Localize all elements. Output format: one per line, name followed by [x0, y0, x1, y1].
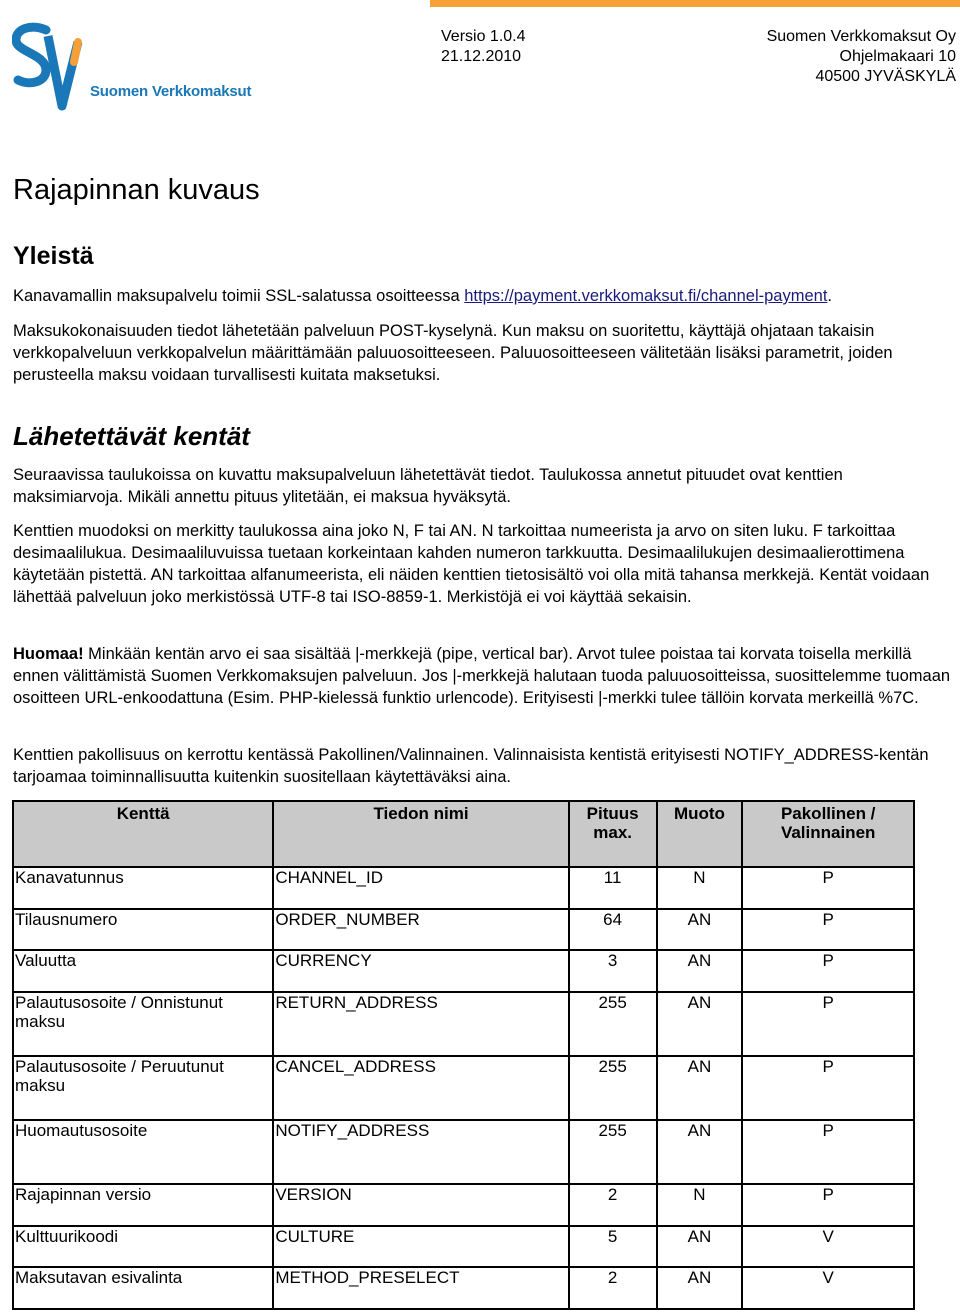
cell-max-length: 255: [569, 1056, 657, 1120]
cell-format: AN: [657, 950, 743, 992]
cell-format: N: [657, 1184, 743, 1226]
cell-format: AN: [657, 992, 743, 1056]
logo-wordmark: Suomen Verkkomaksut: [90, 83, 252, 100]
table-row: [13, 867, 914, 909]
general-paragraph-2: Maksukokonaisuuden tiedot lähetetään palveluun POST-kyselynä. Kun maksu on suoritettu, käyttäjä ohjataan takaisin verkkopalveluun verkkopalvelun määrittämään paluuosoitteeseen. Paluuosoitteeseen välitetään lisäksi parametrit, joiden perusteella maksu voidaan turvallisesti kuitata maksetuksi.: [13, 322, 893, 384]
cell-field: Palautusosoite / Onnistunut maksu: [13, 992, 273, 1056]
cell-field: Maksutavan esivalinta: [13, 1267, 273, 1309]
cell-max-length: 11: [569, 867, 657, 909]
fields-paragraph-4: Kenttien pakollisuus on kerrottu kentässä Pakollinen/Valinnainen. Valinnaisista kentistä erityisesti NOTIFY_ADDRESS-kentän tarjoamaa toiminnallisuutta kuitenkin suositellaan käytettäväksi aina.: [13, 746, 929, 786]
cell-required: P: [742, 909, 914, 950]
cell-field: Kanavatunnus: [13, 867, 273, 909]
table-row: [13, 1184, 914, 1226]
general-p1-end: .: [827, 287, 832, 305]
table-row: [13, 1267, 914, 1309]
cell-max-length: 3: [569, 950, 657, 992]
cell-field: Huomautusosoite: [13, 1120, 273, 1184]
orange-header-bar: [430, 0, 960, 7]
cell-data-name: VERSION: [273, 1184, 568, 1226]
cell-required: V: [742, 1267, 914, 1309]
company-street: Ohjelmakaari 10: [839, 48, 956, 65]
cell-max-length: 64: [569, 909, 657, 950]
warning-label: Huomaa!: [13, 645, 84, 663]
fields-paragraph-1: Seuraavissa taulukoissa on kuvattu maksupalveluun lähetettävät tiedot. Taulukossa annetut pituudet ovat kenttien maksimiarvoja. Mikäli annettu pituus ylitetään, ei maksua hyväksytä.: [13, 466, 843, 506]
fields-table: [12, 800, 915, 1310]
cell-max-length: 255: [569, 992, 657, 1056]
cell-max-length: 2: [569, 1184, 657, 1226]
fields-paragraph-2: Kenttien muodoksi on merkitty taulukossa aina joko N, F tai AN. N tarkoittaa numeerista ja arvo on siten luku. F tarkoittaa desimaalilukua. Desimaaliluvuissa tuetaan korkeintaan kahden numeron tarkkuutta. Desimaalilukujen desimaalierottimena käytetään pistettä. AN tarkoittaa alfanumeerista, eli näiden kenttien tietosisältö voi olla mitä tahansa merkkejä. Kentät voidaan lähettää palveluun joko merkistössä UTF-8 tai ISO-8859-1. Merkistöjä ei voi käyttää sekaisin.: [13, 522, 930, 606]
cell-data-name: METHOD_PRESELECT: [273, 1267, 568, 1309]
version-number: Versio 1.0.4: [441, 28, 526, 45]
cell-format: N: [657, 867, 743, 909]
cell-required: P: [742, 1120, 914, 1184]
table-row: [13, 1120, 914, 1184]
cell-format: AN: [657, 1226, 743, 1267]
cell-format: AN: [657, 1120, 743, 1184]
cell-data-name: CHANNEL_ID: [273, 867, 568, 909]
cell-max-length: 5: [569, 1226, 657, 1267]
column-header-max-length: Pituus max.: [569, 801, 657, 867]
cell-data-name: CURRENCY: [273, 950, 568, 992]
general-paragraph-1: [13, 285, 953, 307]
table-row: [13, 909, 914, 950]
section-heading-general: Yleistä: [13, 242, 94, 270]
cell-format: AN: [657, 909, 743, 950]
cell-field: Kulttuurikoodi: [13, 1226, 273, 1267]
table-row: [13, 1056, 914, 1120]
cell-data-name: NOTIFY_ADDRESS: [273, 1120, 568, 1184]
cell-format: AN: [657, 1267, 743, 1309]
cell-data-name: RETURN_ADDRESS: [273, 992, 568, 1056]
cell-field: Palautusosoite / Peruutunut maksu: [13, 1056, 273, 1120]
general-p1-text: Kanavamallin maksupalvelu toimii SSL-salatussa osoitteessa: [13, 287, 465, 305]
cell-required: P: [742, 1056, 914, 1120]
table-row: [13, 1226, 914, 1267]
column-header-format: Muoto: [657, 801, 743, 867]
company-name: Suomen Verkkomaksut Oy: [766, 28, 956, 45]
column-header-field: Kenttä: [13, 801, 273, 867]
cell-required: P: [742, 1184, 914, 1226]
cell-required: P: [742, 992, 914, 1056]
cell-required: P: [742, 950, 914, 992]
cell-format: AN: [657, 1056, 743, 1120]
sv-logo-icon: [12, 22, 102, 114]
version-date: 21.12.2010: [441, 48, 522, 65]
company-city: 40500 JYVÄSKYLÄ: [815, 68, 956, 85]
cell-max-length: 2: [569, 1267, 657, 1309]
page-title: Rajapinnan kuvaus: [13, 174, 260, 206]
cell-field: Valuutta: [13, 950, 273, 992]
cell-data-name: CANCEL_ADDRESS: [273, 1056, 568, 1120]
cell-required: P: [742, 867, 914, 909]
cell-required: V: [742, 1226, 914, 1267]
cell-max-length: 255: [569, 1120, 657, 1184]
warning-paragraph: [13, 643, 953, 709]
cell-data-name: ORDER_NUMBER: [273, 909, 568, 950]
cell-field: Rajapinnan versio: [13, 1184, 273, 1226]
warning-text: Minkään kentän arvo ei saa sisältää |-merkkejä (pipe, vertical bar). Arvot tulee poistaa tai korvata toisella merkillä ennen välittämistä Suomen Verkkomaksujen palveluun. Jos |-merkkejä halutaan tuoda paluuosoitteissa, suosittelemme tuomaan osoitteen URL-enkoodattuna (Esim. PHP-kielessä funktio urlencode). Erityisesti |-merkki tulee tällöin korvata merkeillä %7C.: [13, 645, 951, 707]
section-heading-fields: Lähetettävät kentät: [13, 421, 250, 451]
column-header-required-optional: Pakollinen / Valinnainen: [742, 801, 914, 867]
cell-field: Tilausnumero: [13, 909, 273, 950]
cell-data-name: CULTURE: [273, 1226, 568, 1267]
table-header-row: [13, 801, 914, 867]
column-header-data-name: Tiedon nimi: [273, 801, 568, 867]
table-row: [13, 992, 914, 1056]
company-logo: [12, 22, 252, 114]
payment-url-link[interactable]: https://payment.verkkomaksut.fi/channel-payment: [464, 287, 828, 305]
document-version-block: [441, 27, 526, 67]
company-address-block: [767, 27, 956, 87]
table-row: [13, 950, 914, 992]
